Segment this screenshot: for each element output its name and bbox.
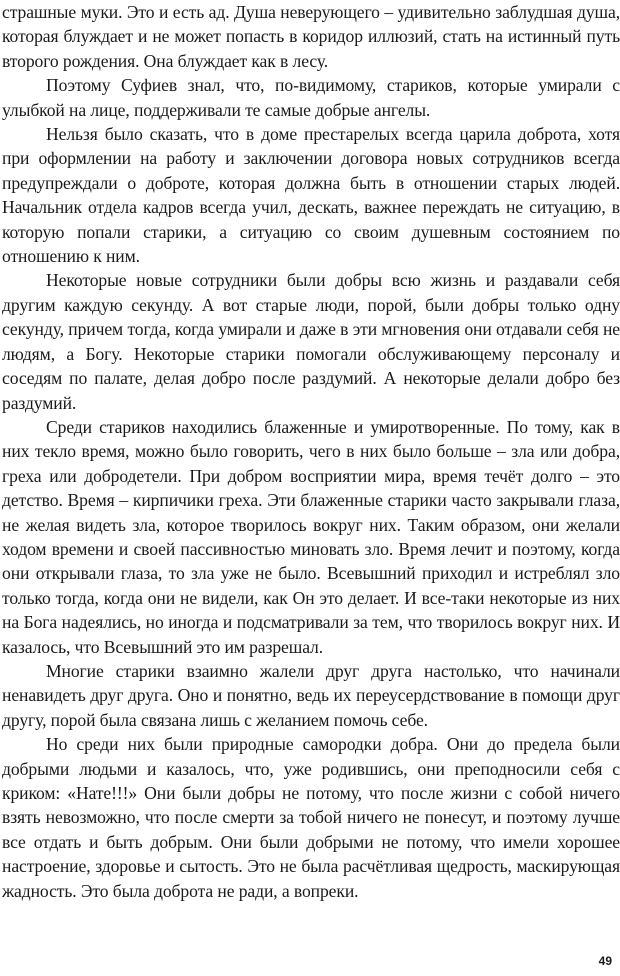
paragraph-3: Нельзя было сказать, что в доме престарелых всегда царила доброта, хотя при оформлении на работу и заключении договора новых сотрудников всегда предупреждали о доброте, которая должна быть в отношении старых людей. Начальник отдела кадров всегда учил, дескать, важнее переждать не ситуацию, в которую попали старики, а ситуацию со своим душевным состоянием по отношению к ним. [2,124,620,267]
paragraph-2: Поэтому Суфиев знал, что, по-видимому, стариков, которые умирали с улыбкой на лице, поддерживали те самые добрые ангелы. [2,75,620,120]
body-text [2,0,620,903]
paragraph-7: Но среди них были природные самородки добра. Они до предела были добрыми людьми и казалось, что, уже родившись, они преподносили себя с криком: «Нате!!!» Они были добры не потому, что после жизни с собой ничего взять невозможно, что после смерти за тобой ничего не понесут, и поэтому лучше все отдать и быть добрым. Они были добрыми не потому, что имели хорошее настроение, здоровье и сытость. Это не была расчётливая щедрость, маскирующая жадность. Это была доброта не ради, а вопреки. [2,734,620,901]
paragraph-1: страшные муки. Это и есть ад. Душа неверующего – удивительно заблудшая душа, которая блуждает и не может попасть в коридор иллюзий, стать на истинный путь второго рождения. Она блуждает как в лесу. [2,2,620,71]
paragraph-4: Некоторые новые сотрудники были добры всю жизнь и раздавали себя другим каждую секунду. А вот старые люди, порой, были добры только одну секунду, причем тогда, когда умирали и даже в эти мгновения они отдавали себя не людям, а Богу. Некоторые старики помогали обслуживающему персоналу и соседям по палате, делая добро после раздумий. А некоторые делали добро без раздумий. [2,270,620,413]
paragraph-5: Среди стариков находились блаженные и умиротворенные. По тому, как в них текло время, можно было говорить, чего в них было больше – зла или добра, греха или добродетели. При добром восприятии мира, время течёт долго – это детство. Время – кирпичики греха. Эти блаженные старики часто закрывали глаза, не желая видеть зла, которое творилось вокруг них. Таким образом, они желали ходом времени и своей пассивностью миновать зло. Время лечит и поэтому, когда они открывали глаза, то зла уже не было. Всевышний приходил и истреблял зло только тогда, когда они не видели, как Он это делает. И все-таки некоторые из них на Бога надеялись, но иногда и подсматривали за тем, что творилось вокруг них. И казалось, что Всевышний это им разрешал. [2,416,620,657]
paragraph-6: Многие старики взаимно жалели друг друга настолько, что начинали ненавидеть друг друга. Оно и понятно, ведь их переусердствование в помощи друг другу, порой была связана лишь с желанием помочь себе. [2,660,620,730]
page-number: 49 [598,954,612,968]
